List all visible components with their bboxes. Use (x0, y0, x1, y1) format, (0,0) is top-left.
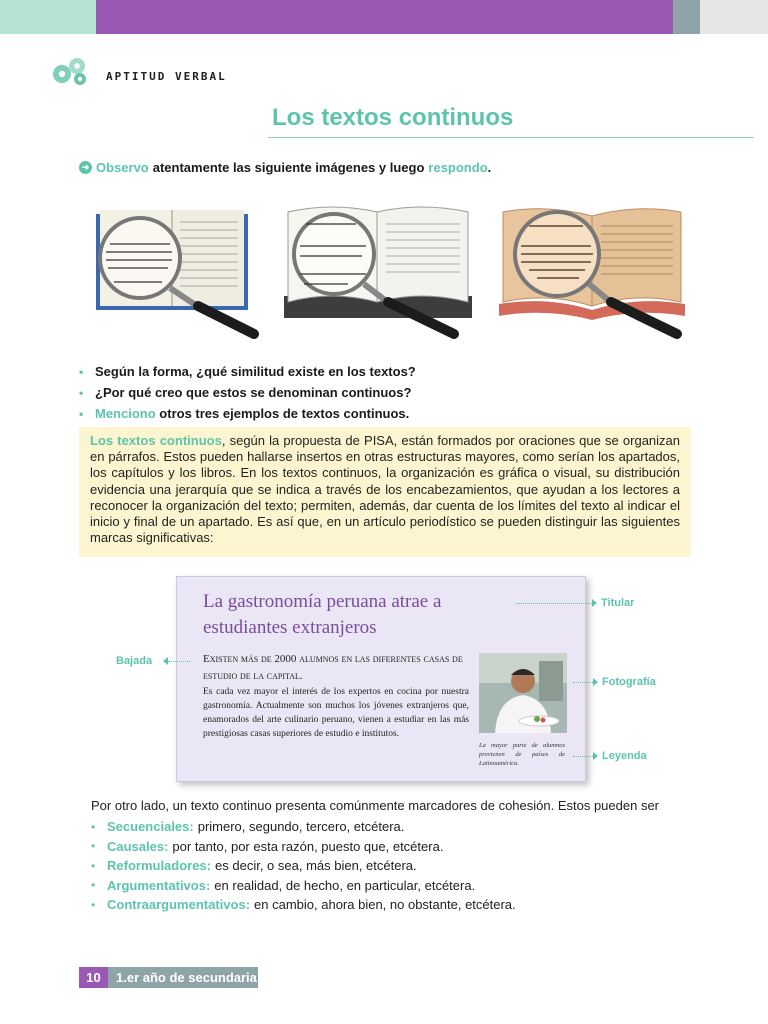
list-item (91, 876, 516, 896)
section-label: APTITUD VERBAL (106, 70, 227, 83)
top-bar-segment-mint (0, 0, 96, 34)
article-headline: La gastronomía peruana atrae a estudiantes extranjeros (203, 591, 442, 638)
chef-photo (479, 653, 567, 733)
article-body: Es cada vez mayor el interés de los expertos en cocina por nuestra gastronomía. Actualmente son muchos los jóvenes extranjeros que, enamorados del arte culinario peruano, vienen a estudiar en las más prestigiosas casas superiores de estudio e institutos. (203, 687, 469, 739)
annotation-fotografia: Fotografía (602, 676, 656, 688)
list-item (91, 895, 516, 915)
photo-caption: La mayor parte de alumnos provienen de países de Latinoamérica. (479, 742, 565, 767)
instruction-line (79, 160, 491, 175)
page-number: 10 (79, 967, 108, 988)
definition-text: , según la propuesta de PISA, están formados por oraciones que se organizan en párrafos. Estos pueden hallarse insertos en otras estructuras mayores, como serían los apartados, los capítulos y los libros. En los textos continuos, la organización es gráfica o visual, su distribución evidencia una jerarquía que se indica a través de los encabezamientos, que ayudan a los lectores a reconocer la organización del texto; permiten, además, dar cuenta de los límites del texto al indicar el inicio y final de un apartado. Es así que, en un artículo periodístico se pueden distinguir las siguientes marcas significativas: (90, 433, 680, 546)
leyenda-pointer-line (573, 756, 593, 757)
page-title: Los textos continuos (272, 104, 514, 131)
marker-term: Secuenciales: (107, 819, 194, 835)
bajada-pointer-line (168, 661, 190, 662)
annotation-leyenda: Leyenda (602, 750, 647, 762)
titular-arrow-icon (592, 599, 597, 607)
list-item (91, 837, 516, 857)
top-bar-segment-purple (96, 0, 673, 34)
bullet-icon: • (79, 406, 84, 421)
definition-box (79, 427, 691, 557)
article-lede: Existen más de 2000 alumnos en las diferentes casas de estudio de la capital. (203, 653, 463, 682)
question-text: otros tres ejemplos de textos continuos. (159, 406, 410, 421)
arrow-right-icon: ➜ (79, 161, 92, 174)
bullet-icon: • (91, 858, 96, 873)
bullet-icon: • (91, 819, 96, 834)
instruction-verb-observe: Observo (96, 160, 149, 175)
marker-examples: primero, segundo, tercero, etcétera. (197, 819, 405, 835)
titular-pointer-line (516, 603, 592, 604)
open-book-magnifier-1 (92, 200, 282, 345)
instruction-verb-respond: respondo (428, 160, 488, 175)
fotografia-pointer-line (573, 682, 593, 683)
annotation-bajada: Bajada (116, 655, 153, 667)
title-divider (268, 137, 754, 138)
list-item (91, 856, 516, 876)
list-item (79, 361, 416, 382)
top-bar-segment-light (700, 0, 768, 34)
open-book-magnifier-2 (282, 200, 472, 345)
instruction-text: atentamente las siguiente imágenes y luego (152, 160, 425, 175)
top-bar-segment-gray (673, 0, 700, 34)
fotografia-arrow-icon (593, 678, 598, 686)
instruction-end: . (487, 160, 492, 175)
abc-gears-icon (50, 54, 90, 86)
leyenda-arrow-icon (593, 752, 598, 760)
bullet-icon: • (79, 364, 84, 379)
marker-examples: en cambio, ahora bien, no obstante, etcétera. (254, 897, 516, 913)
page-footer (79, 967, 258, 988)
bullet-icon: • (91, 897, 96, 912)
question-list (79, 361, 416, 424)
bullet-icon: • (79, 385, 84, 400)
list-item (79, 382, 416, 403)
definition-term: Los textos continuos (90, 433, 222, 448)
cohesion-marker-list (91, 817, 516, 915)
marker-term: Contraargumentativos: (107, 897, 251, 913)
question-highlight: Menciono (95, 406, 156, 421)
bullet-icon: • (91, 839, 96, 854)
open-book-magnifier-3 (497, 200, 687, 345)
top-color-bar (0, 0, 768, 34)
grade-label: 1.er año de secundaria (108, 967, 258, 988)
annotation-titular: Titular (601, 597, 635, 609)
question-text: ¿Por qué creo que estos se denominan continuos? (95, 385, 412, 400)
question-text: Según la forma, ¿qué similitud existe en los textos? (95, 364, 416, 379)
list-item (79, 403, 416, 424)
marker-examples: es decir, o sea, más bien, etcétera. (215, 858, 417, 874)
cohesion-intro: Por otro lado, un texto continuo presenta comúnmente marcadores de cohesión. Estos pueden ser (91, 798, 660, 813)
marker-term: Causales: (107, 838, 169, 854)
marker-examples: en realidad, de hecho, en particular, etcétera. (214, 877, 476, 893)
marker-term: Argumentativos: (107, 877, 211, 893)
books-illustration (92, 200, 692, 345)
bullet-icon: • (91, 878, 96, 893)
sample-news-article (176, 576, 586, 782)
marker-term: Reformuladores: (107, 858, 212, 874)
marker-examples: por tanto, por esta razón, puesto que, etcétera. (172, 838, 444, 854)
list-item (91, 817, 516, 837)
